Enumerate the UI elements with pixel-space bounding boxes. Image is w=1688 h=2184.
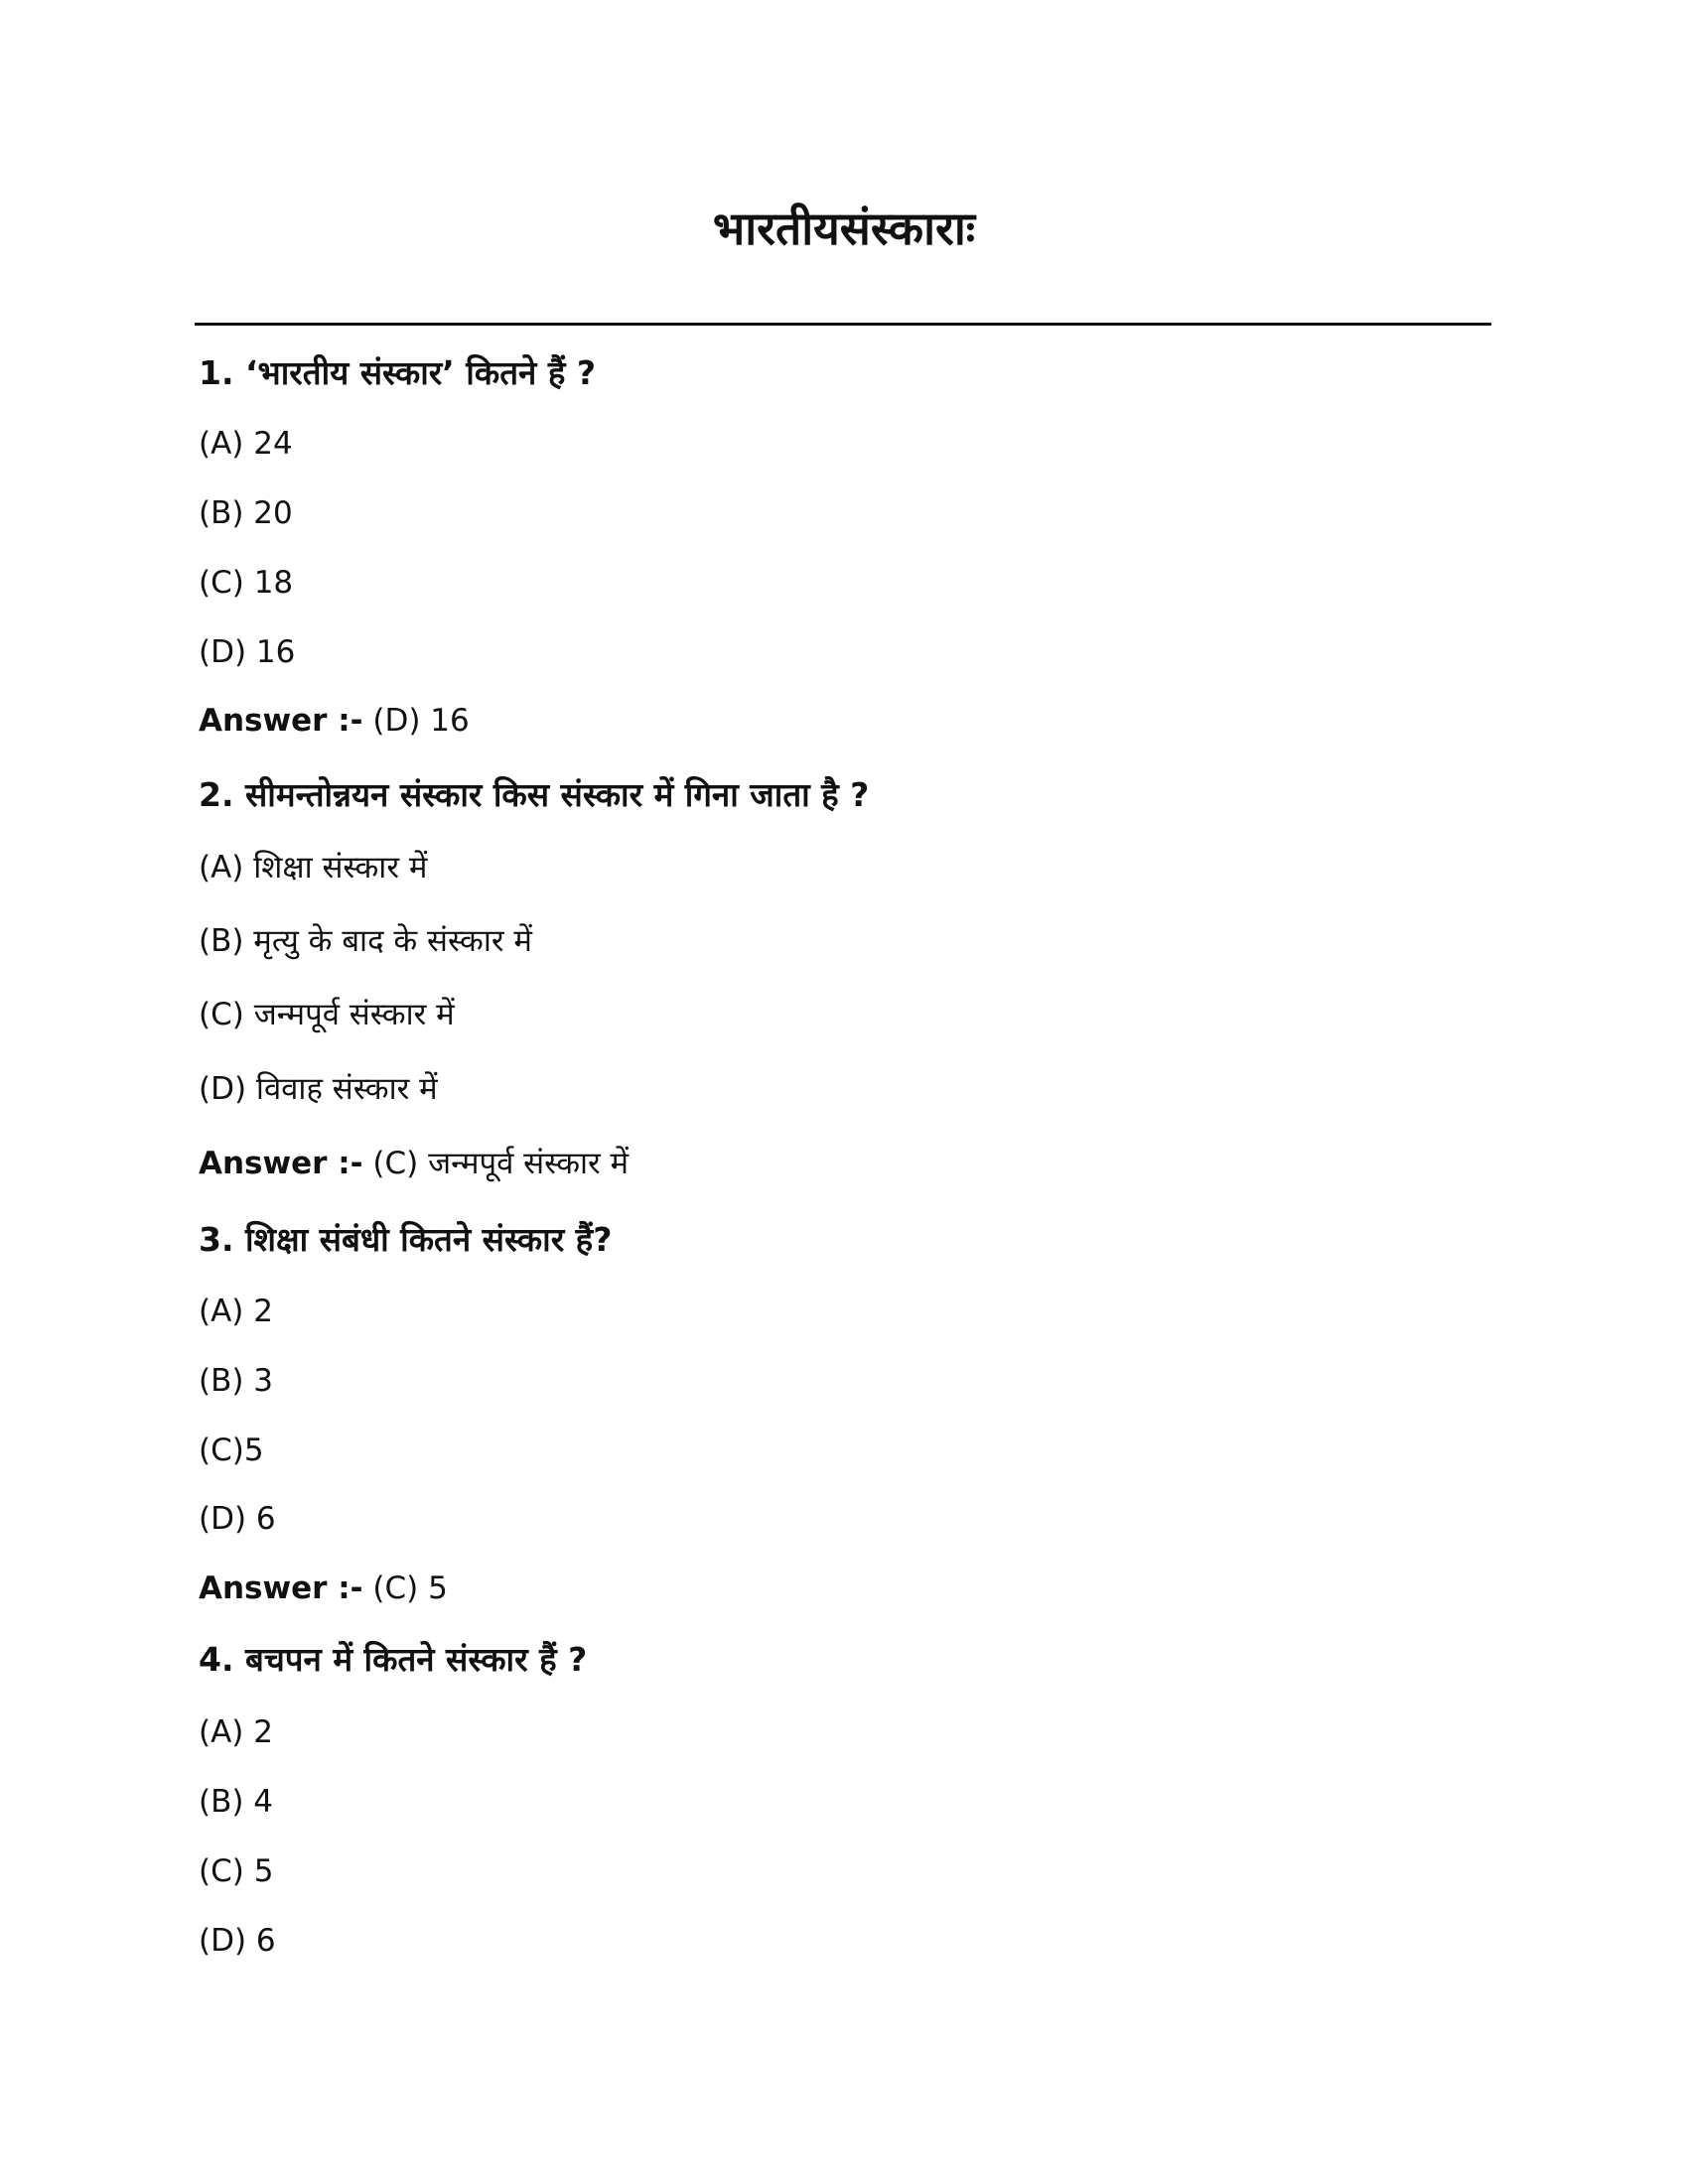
- option-a: (A) 2: [199, 1714, 273, 1750]
- answer-label: Answer :-: [199, 1570, 363, 1606]
- question-text: 4. बचपन में कितने संस्कार हैं ?: [199, 1640, 588, 1679]
- answer-line: [199, 1144, 629, 1183]
- answer-line: [199, 701, 470, 741]
- question-text: 1. ‘भारतीय संस्कार’ कितने हैं ?: [199, 353, 596, 392]
- answer-value: (C) जन्मपूर्व संस्कार में: [372, 1146, 630, 1181]
- title-divider: [195, 323, 1491, 326]
- option-d: (D) 6: [199, 1923, 276, 1959]
- option-d: (D) 6: [199, 1501, 276, 1537]
- answer-line: [199, 1569, 448, 1608]
- question-text: 3. शिक्षा संबंधी कितने संस्कार हैं?: [199, 1220, 613, 1259]
- option-a: (A) 24: [199, 426, 293, 462]
- option-c: (C) 18: [199, 565, 294, 601]
- option-c: (C) जन्मपूर्व संस्कार में: [199, 997, 455, 1032]
- question-text: 2. सीमन्तोन्नयन संस्कार किस संस्कार में गिना जाता है ?: [199, 775, 870, 814]
- option-a: (A) शिक्षा संस्कार में: [199, 850, 428, 886]
- answer-value: (D) 16: [372, 703, 470, 739]
- answer-label: Answer :-: [199, 1146, 363, 1181]
- option-b: (B) 3: [199, 1363, 274, 1399]
- option-b: (B) मृत्यु के बाद के संस्कार में: [199, 923, 532, 959]
- option-d: (D) विवाह संस्कार में: [199, 1071, 438, 1107]
- option-a: (A) 2: [199, 1294, 273, 1329]
- page-title: भारतीयसंस्काराः: [712, 202, 976, 255]
- answer-label: Answer :-: [199, 703, 363, 739]
- option-b: (B) 20: [199, 495, 293, 531]
- answer-value: (C) 5: [372, 1570, 448, 1606]
- option-d: (D) 16: [199, 634, 296, 670]
- option-b: (B) 4: [199, 1784, 274, 1820]
- option-c: (C) 5: [199, 1853, 274, 1889]
- option-c: (C)5: [199, 1433, 264, 1468]
